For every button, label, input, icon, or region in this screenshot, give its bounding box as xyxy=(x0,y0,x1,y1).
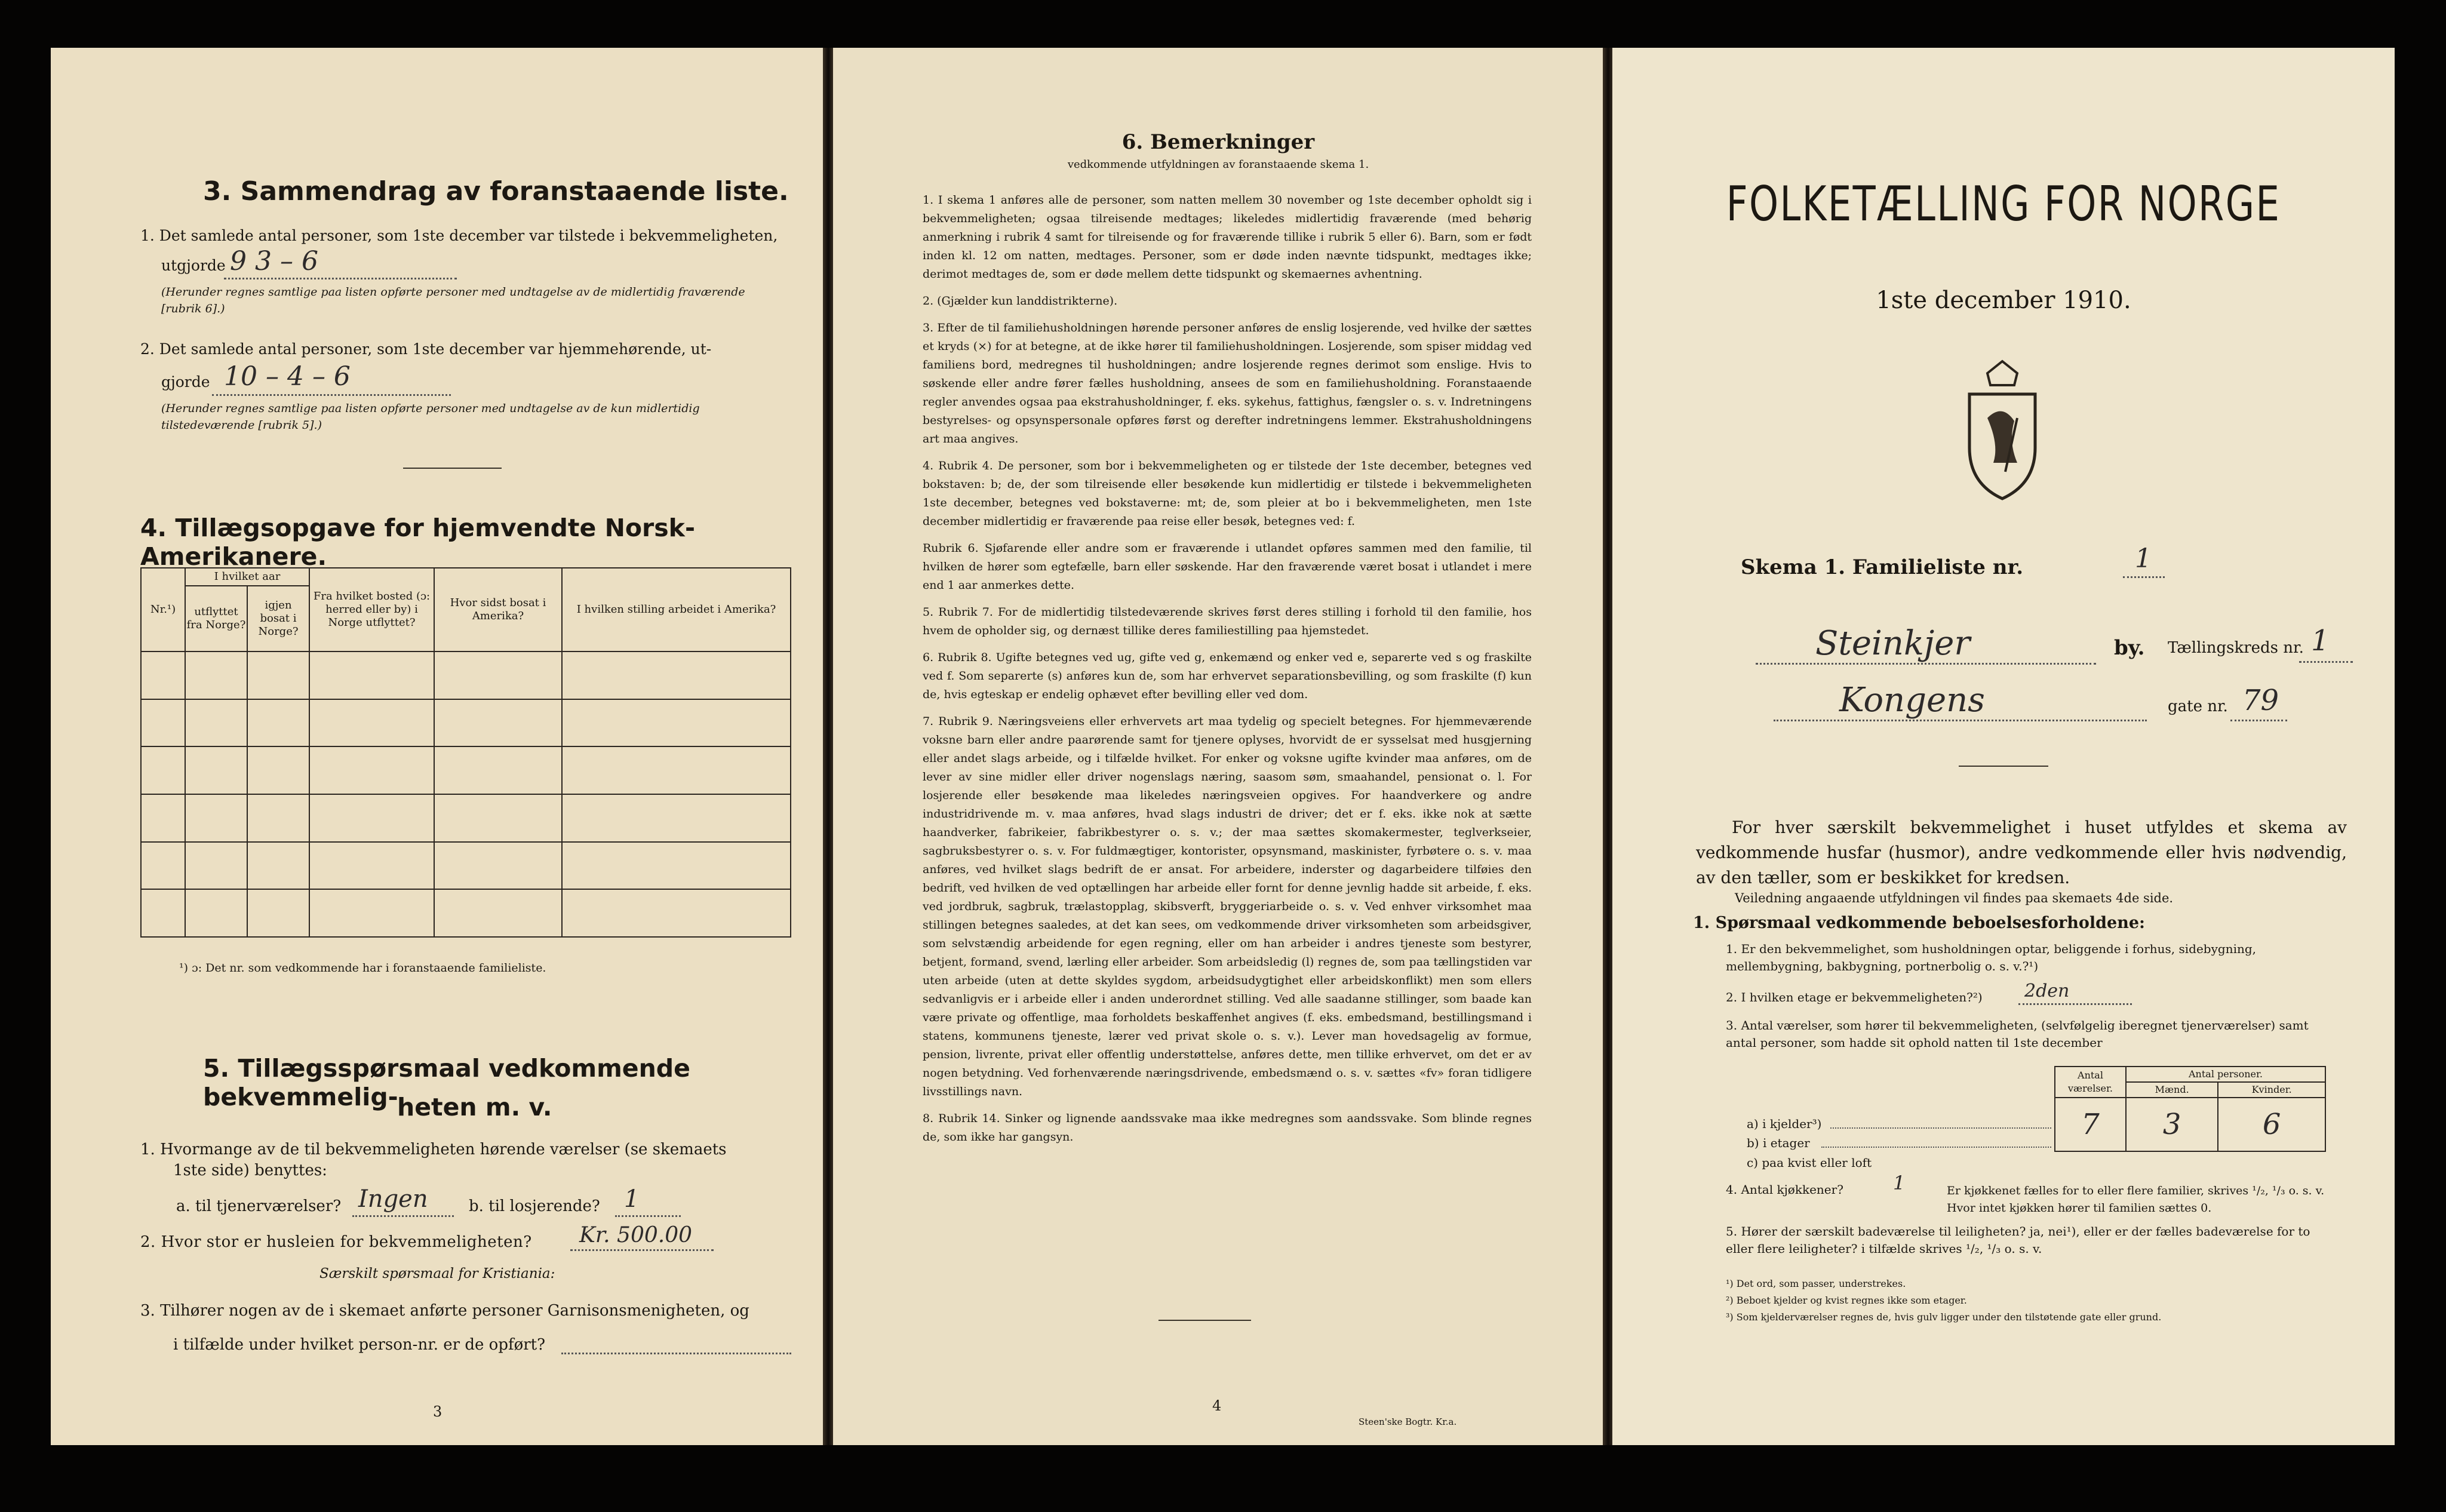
q2-value: 2den xyxy=(2024,981,2070,1001)
value-maend: 3 xyxy=(2126,1098,2218,1151)
s5-q2-value: Kr. 500.00 xyxy=(579,1223,692,1247)
dotline xyxy=(2230,720,2287,721)
place-value: Steinkjer xyxy=(1815,624,1971,663)
section-5-title-2: heten m. v. xyxy=(397,1093,552,1121)
table-row xyxy=(141,889,791,937)
by-label: by. xyxy=(2114,636,2145,660)
veiledning: Veiledning angaaende utfyldningen vil findes paa skemaets 4de side. xyxy=(1735,891,2174,905)
dotline xyxy=(2018,1003,2132,1005)
remark-paragraph: 4. Rubrik 4. De personer, som bor i bekvemmeligheten og er tilstede der 1ste december, betegnes ved bokstaven: b; de, der som tilreisende eller besøkende kun midlertidig er tilstede i bekvemmeligheten 1ste december, betegnes ved bokstaverne: mt; de, som pleier at bo i bekvemmeligheten, men 1ste december midlertidig er fraværende paa reise eller besøk, betegnes ved: f. xyxy=(923,459,1532,528)
dotline xyxy=(1774,720,2147,721)
dotline xyxy=(615,1215,681,1217)
s5-q1-a-value: Ingen xyxy=(358,1185,428,1213)
s3-q2-note: (Herunder regnes samtlige paa listen opførte personer med undtagelse av de kun midlertidig tilstedeværende [rubrik 5].) xyxy=(161,402,700,432)
value-vaerelser: 7 xyxy=(2055,1098,2126,1151)
section-3-title: 3. Sammendrag av foranstaaende liste. xyxy=(203,176,789,207)
s5-q1-b-label: b. til losjerende? xyxy=(469,1197,600,1215)
remarks-subtitle: vedkommende utfyldningen av foranstaaende skema 1. xyxy=(1067,158,1369,171)
table-row xyxy=(141,842,791,890)
s5-q1-b: 1ste side) benyttes: xyxy=(173,1161,327,1179)
q2-label: 2. I hvilken etage er bekvemmeligheten?²) xyxy=(1726,990,1983,1004)
divider xyxy=(403,468,502,469)
s5-special: Særskilt spørsmaal for Kristiania: xyxy=(319,1266,555,1281)
table-footnote: ¹) ɔ: Det nr. som vedkommende har i foranstaaende familieliste. xyxy=(179,961,546,975)
q3-text: 3. Antal værelser, som hører til bekvemmeligheten, (selvfølgelig iberegnet tjenerværelser) samt antal personer, som hadde sit ophold natten til 1ste december xyxy=(1726,1018,2309,1050)
binding-fold xyxy=(823,48,834,1445)
s5-q1-a: 1. Hvormange av de til bekvemmeligheten hørende værelser (se skemaets xyxy=(140,1141,727,1158)
dotline xyxy=(570,1249,714,1251)
s3-q1-note: (Herunder regnes samtlige paa listen opførte personer med undtagelse av de midlertidig fraværende [rubrik 6].) xyxy=(161,285,745,315)
col-group: I hvilket aar xyxy=(185,568,309,586)
divider xyxy=(1959,766,2048,767)
form-date: 1ste december 1910. xyxy=(1876,287,2131,314)
col-nr: Nr.¹) xyxy=(141,568,185,651)
col-bosted: Fra hvilket bosted (ɔ: herred eller by) i Norge utflyttet? xyxy=(309,568,434,651)
row-etager: b) i etager xyxy=(1747,1136,1810,1150)
remark-paragraph: Rubrik 6. Sjøfarende eller andre som er fraværende i utlandet opføres sammen med den familie, til hvilken de hører som egtefælle, barn eller søskende. Har den fraværende været bosat i utlandet i mere end 1 aar anmerkes dette. xyxy=(923,542,1532,592)
q4-value: 1 xyxy=(1893,1172,1906,1194)
col-maend: Mænd. xyxy=(2126,1082,2218,1098)
footnote-3: ³) Som kjelderværelser regnes de, hvis gulv ligger under den tilstøtende gate eller grund. xyxy=(1726,1311,2162,1323)
row-kjelder: a) i kjelder³) xyxy=(1747,1117,1822,1131)
remark-paragraph: 3. Efter de til familiehusholdningen hørende personer anføres de enslig losjerende, ved hvilke der sættes et kryds (×) for at betegne, at de ikke hører til familiehusholdningen. Losjerende, som spiser middag ved familiens bord, medregnes til husholdningen; andre losjerende regnes derimot som enslige. Hvis to søskende eller andre fører fælles husholdning, ansees de som en familiehusholdning. Foranstaaende regler anvendes ogsaa paa ekstrahusholdninger, f. eks. sykehus, fattighus, fængsler o. s. v. Indretningens bestyrelses- og opsynspersonale opføres først og derefter indretningens lemmer. Ekstrahusholdningens art maa angives. xyxy=(923,321,1532,445)
remark-paragraph: 1. I skema 1 anføres alle de personer, som natten mellem 30 november og 1ste december opholdt sig i bekvemmeligheten; ogsaa tilreisende medtages; likeledes midlertidig fraværende (med behørig anmerkning i rubrik 4 samt for tilreisende og for fraværende tillike i rubrik 5 eller 6). Barn, som er født inden kl. 12 om natten, medtages. Personer, som er døde inden nævnte tidspunkt, medtages ikke; derimot medtages de, som er døde mellem dette tidspunkt og skemaernes avhentning. xyxy=(923,193,1532,281)
page-number: 3 xyxy=(433,1403,443,1420)
section-4-title: 4. Tillægsopgave for hjemvendte Norsk-Amerikanere. xyxy=(140,514,695,571)
page-3 xyxy=(51,48,824,1445)
q1-text: 1. Er den bekvemmelighet, som husholdningen optar, beliggende i forhus, sidebygning, mellembygning, bakbygning, portnerbolig o. s. v.?¹) xyxy=(1726,942,2257,973)
questions-title: 1. Spørsmaal vedkommende beboelsesforholdene: xyxy=(1693,914,2146,932)
s5-q3-b: i tilfælde under hvilket person-nr. er de opført? xyxy=(173,1336,546,1354)
street-value: Kongens xyxy=(1839,681,1985,720)
coat-of-arms-icon xyxy=(1952,358,2053,502)
table-row xyxy=(141,651,791,699)
dotline xyxy=(2123,576,2165,578)
dotline xyxy=(1756,663,2096,665)
remark-paragraph: 7. Rubrik 9. Næringsveiens eller erhvervets art maa tydelig og specielt betegnes. For hjemmeværende voksne barn eller andre paarørende samt for tjenere oplyses, hvorvidt de er sysselsat med husgjerning eller andet slags arbeide, og i tilfælde hvilket. For enker og voksne ugifte kvinder maa anføres, om de lever av sine midler eller driver nogenslags næring, saasom søm, smaahandel, pensionat o. l. For losjerende eller besøkende maa likeledes næringsveien opgives. For haandverkere og andre industridrivende m. v. maa anføres, hvad slags industri de driver; det er f. eks. ikke nok at sætte haandverker, fabrikeier, fabrikbestyrer o. s. v.; der maa sættes skomakermester, teglverkseier, sagbruksbestyrer o. s. v. For fuldmægtiger, kontorister, opsynsmand, maskinister, fyrbøtere o. s. v. maa anføres, ved hvilket slags bedrift de er ansat. For arbeidere, inderster og dagarbeidere tilføies den bedrift, ved hvilken de ved optællingen har arbeide eller fornt for denne jevnlig hadde sit arbeide, f. eks. ved jordbruk, sagbruk, trælastopplag, skibsverft, bryggeriarbeide o. s. v. Ved enhver virksomhet maa stillingen betegnes saaledes, at det kan sees, om vedkommende driver virksomheten som arbeidsgiver, som selvstændig arbeidende for egen regning, eller om han arbeider i andres tjeneste som bestyrer, betjent, formand, svend, lærling eller arbeider. Som arbeidsledig (l) regnes de, som paa tællingstiden var uten arbeide (uten at dette skyldes sygdom, arbeidsudygtighet eller arbeidskonflikt) men som ellers sedvanligvis er i arbeide eller i anden underordnet stilling. Ved alle saadanne stillinger, som baade kan være private og offentlige, maa forholdets beskaffenhet angives (f. eks. embedsmand, bestillingsmand i statens, kommunens tjeneste, lærer ved privat skole o. s. v.). Lever man hovedsagelig av formue, pension, livrente, privat eller offentlig understøttelse, anføres dette, men tillike erhvervet, om det er av nogen betydning. Ved forhenværende næringsdrivende, embedsmænd o. s. v. sættes «fv» foran tidligere livsstillings navn. xyxy=(923,715,1532,1098)
gate-label: gate nr. xyxy=(2168,697,2228,715)
q4-label: 4. Antal kjøkkener? xyxy=(1726,1182,1843,1197)
col-sidst: Hvor sidst bosat i Amerika? xyxy=(434,568,562,651)
s3-q2-gjorde: gjorde xyxy=(161,373,210,391)
s3-q1-dotline xyxy=(224,278,457,279)
s5-q1-a-label: a. til tjenerværelser? xyxy=(176,1197,342,1215)
s3-q2-text: 2. Det samlede antal personer, som 1ste december var hjemmehørende, ut- xyxy=(140,340,712,358)
table-row xyxy=(141,699,791,747)
remarks-title: 6. Bemerkninger xyxy=(1121,130,1315,154)
s5-q2-label: 2. Hvor stor er husleien for bekvemmeligheten? xyxy=(140,1233,532,1251)
dotline xyxy=(561,1353,791,1354)
divider xyxy=(1159,1320,1251,1321)
table-row xyxy=(141,746,791,794)
remark-paragraph: 6. Rubrik 8. Ugifte betegnes ved ug, gifte ved g, enkemænd og enker ved e, separerte ved s og fraskilte ved f. Som separerte (s) anføres kun de, som har erhvervet separationsbevilling, og som fraskilte (f) kun de, hvis egteskap er endelig ophævet efter bevilling eller ved dom. xyxy=(923,651,1532,701)
gate-value: 79 xyxy=(2242,684,2279,717)
dotline xyxy=(1821,1147,2051,1148)
dotline xyxy=(2299,661,2353,663)
remark-paragraph: 2. (Gjælder kun landdistrikterne). xyxy=(923,294,1118,308)
s3-q1-text: 1. Det samlede antal personer, som 1ste december var tilstede i bekvemmeligheten, xyxy=(140,227,778,244)
col-vaerelser: Antal værelser. xyxy=(2055,1067,2126,1098)
row-kvist: c) paa kvist eller loft xyxy=(1747,1155,1872,1170)
col-stilling: I hvilken stilling arbeidet i Amerika? xyxy=(562,568,791,651)
remarks-body xyxy=(923,191,1532,1155)
q5-text: 5. Hører der særskilt badeværelse til leiligheten? ja, nei¹), eller er der fælles badeværelse for to eller flere leiligheter? i tilfælde skrives ¹/₂, ¹/₃ o. s. v. xyxy=(1726,1224,2310,1256)
table-row xyxy=(141,794,791,842)
col-utflyttet: utflyttet fra Norge? xyxy=(185,586,247,651)
s3-q2-dotline xyxy=(212,394,451,396)
page-4 xyxy=(833,48,1603,1445)
dotline xyxy=(1830,1127,2051,1129)
skema-nr: 1 xyxy=(2135,543,2152,574)
s3-q2-value: 10 – 4 – 6 xyxy=(224,361,351,392)
s3-q1-utgjorde: utgjorde xyxy=(161,257,226,274)
footnote-2: ²) Beboet kjelder og kvist regnes ikke som etager. xyxy=(1726,1295,1967,1306)
form-title: FOLKETÆLLING FOR NORGE xyxy=(1726,176,2281,232)
page-number: 4 xyxy=(1212,1397,1222,1414)
s5-q3-a: 3. Tilhører nogen av de i skemaet anførte personer Garnisonsmenigheten, og xyxy=(140,1302,749,1320)
q4-rest: Er kjøkkenet fælles for to eller flere familier, skrives ¹/₂, ¹/₃ o. s. v. Hvor intet kjøkken hører til familien sættes 0. xyxy=(1947,1184,2325,1215)
krets-value: 1 xyxy=(2311,624,2330,657)
norsk-amerikanere-table xyxy=(140,567,791,938)
rooms-table xyxy=(2054,1066,2326,1152)
section-5-title-1: 5. Tillægsspørsmaal vedkommende bekvemmelig- xyxy=(203,1054,690,1111)
dotline xyxy=(352,1215,454,1217)
col-igjen: igjen bosat i Norge? xyxy=(247,586,309,651)
page-1 xyxy=(1612,48,2395,1445)
remark-paragraph: 8. Rubrik 14. Sinker og lignende aandssvake maa ikke medregnes som aandssvake. Som blinde regnes de, som ikke har gangsyn. xyxy=(923,1112,1532,1144)
skema-label: Skema 1. Familieliste nr. xyxy=(1741,555,2024,579)
value-kvinder: 6 xyxy=(2218,1098,2325,1151)
col-personer: Antal personer. xyxy=(2126,1067,2325,1082)
krets-label: Tællingskreds nr. xyxy=(2168,639,2304,657)
s3-q1-value: 9 3 – 6 xyxy=(230,246,318,276)
intro-text: For hver særskilt bekvemmelighet i huset utfyldes et skema av vedkommende husfar (husmor), andre vedkommende eller hvis nødvendig, av den tæller, som er beskikket for kredsen. xyxy=(1696,818,2347,887)
col-kvinder: Kvinder. xyxy=(2218,1082,2325,1098)
remark-paragraph: 5. Rubrik 7. For de midlertidig tilstedeværende skrives først deres stilling i forhold til den familie, hos hvem de opholder sig, og dernæst tillike deres familiestilling paa hjemstedet. xyxy=(923,606,1532,637)
footnote-1: ¹) Det ord, som passer, understrekes. xyxy=(1726,1278,1906,1289)
s5-q1-b-value: 1 xyxy=(624,1185,640,1213)
printer-mark: Steen'ske Bogtr. Kr.a. xyxy=(1359,1416,1457,1427)
